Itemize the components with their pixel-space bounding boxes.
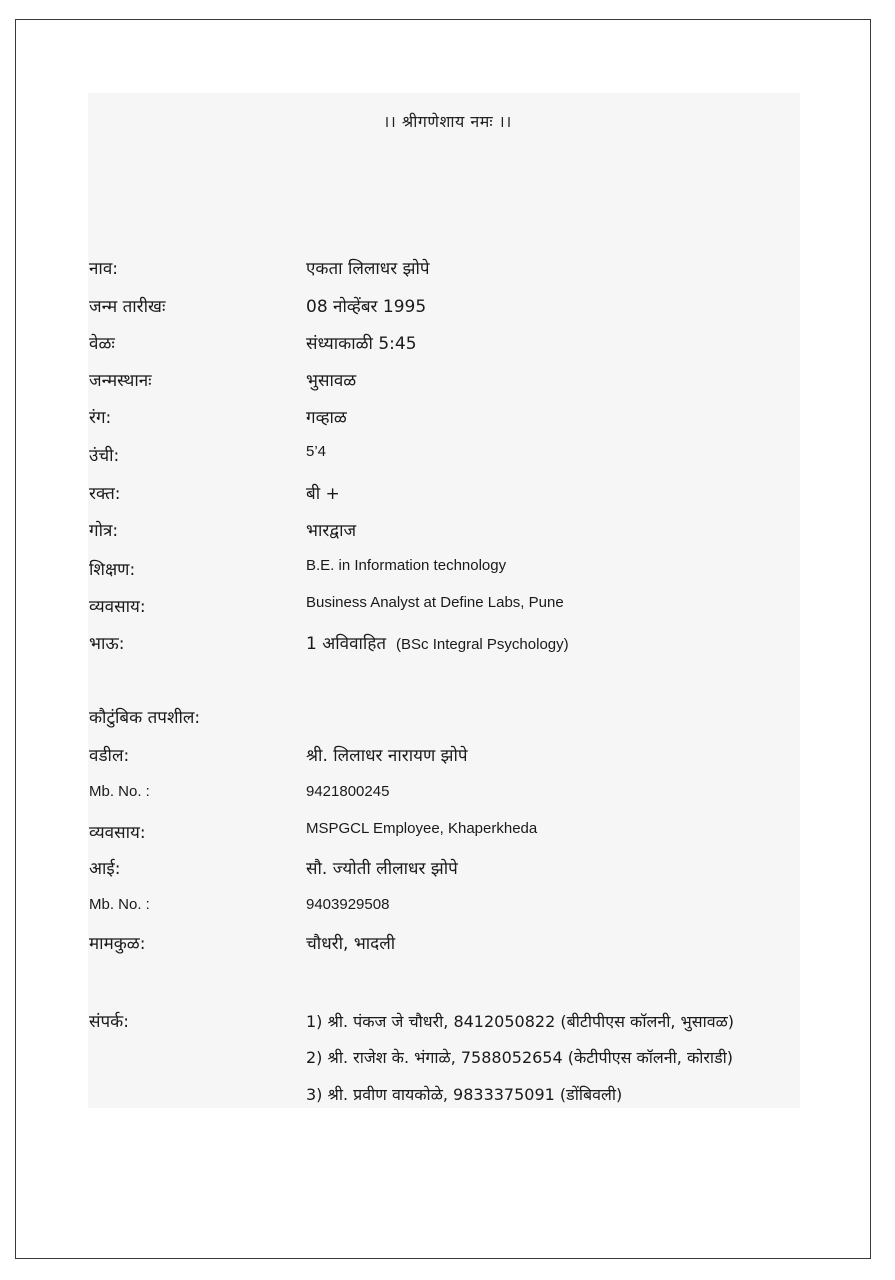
brother-note: (BSc Integral Psychology)	[396, 636, 569, 653]
contact-entry: 3) श्री. प्रवीण वायकोळे, 9833375091 (डोंबिवली)	[306, 1085, 623, 1104]
detail-label: रंग:	[89, 408, 112, 428]
detail-row-complexion	[0, 405, 895, 435]
family-row-father	[0, 743, 895, 773]
detail-row-time	[0, 331, 895, 361]
detail-value: चौधरी, भादली	[306, 934, 396, 954]
detail-row-name	[0, 256, 895, 286]
family-section-heading: कौटुंबिक तपशील:	[89, 708, 201, 728]
detail-row-birthdate	[0, 294, 895, 324]
detail-value: भुसावळ	[306, 371, 357, 391]
detail-value: B.E. in Information technology	[306, 557, 507, 574]
detail-value: 9403929508	[306, 896, 390, 913]
detail-row-birthplace	[0, 368, 895, 398]
detail-value: सौ. ज्योती लीलाधर झोपे	[306, 859, 458, 879]
brother-status: 1 अविवाहित	[306, 634, 387, 654]
detail-label: रक्त:	[89, 484, 121, 504]
detail-row-gotra	[0, 518, 895, 548]
contact-label: संपर्क:	[89, 1012, 129, 1032]
invocation-heading: ।। श्रीगणेशाय नमः ।।	[383, 112, 512, 131]
detail-label: शिक्षण:	[89, 560, 136, 580]
family-row-father-mobile	[0, 783, 895, 813]
detail-row-height	[0, 443, 895, 473]
detail-value: 5’4	[306, 443, 327, 460]
detail-value: 9421800245	[306, 783, 390, 800]
detail-label: जन्म तारीखः	[89, 297, 166, 317]
detail-label: जन्मस्थानः	[89, 371, 152, 391]
detail-row-education	[0, 557, 895, 587]
family-row-mother	[0, 856, 895, 886]
detail-label: व्यवसाय:	[89, 823, 146, 843]
detail-row-brother	[0, 631, 895, 661]
detail-label: व्यवसाय:	[89, 597, 146, 617]
detail-row-occupation	[0, 594, 895, 624]
contact-entry: 1) श्री. पंकज जे चौधरी, 8412050822 (बीटीपीएस कॉलनी, भुसावळ)	[306, 1012, 735, 1031]
family-row-mother-mobile	[0, 896, 895, 926]
detail-value: Business Analyst at Define Labs, Pune	[306, 594, 564, 611]
detail-value: भारद्वाज	[306, 521, 357, 541]
detail-value: MSPGCL Employee, Khaperkheda	[306, 820, 538, 837]
contact-entry: 2) श्री. राजेश के. भंगाळे, 7588052654 (केटीपीएस कॉलनी, कोराडी)	[306, 1048, 734, 1067]
detail-value: एकता लिलाधर झोपे	[306, 259, 430, 279]
family-row-maternal-clan	[0, 931, 895, 961]
detail-label: Mb. No. :	[89, 783, 150, 800]
detail-label: भाऊ:	[89, 634, 125, 654]
detail-label: मामकुळ:	[89, 934, 146, 954]
detail-value: बी +	[306, 484, 340, 504]
detail-label: वडील:	[89, 746, 130, 766]
detail-value: 08 नोव्हेंबर 1995	[306, 297, 427, 317]
family-row-father-occupation	[0, 820, 895, 850]
detail-value	[306, 631, 569, 654]
detail-value: गव्हाळ	[306, 408, 347, 428]
detail-value: श्री. लिलाधर नारायण झोपे	[306, 746, 468, 766]
detail-label: गोत्र:	[89, 521, 119, 541]
detail-label: वेळः	[89, 334, 115, 354]
detail-row-blood	[0, 481, 895, 511]
detail-label: आई:	[89, 859, 121, 879]
detail-label: उंची:	[89, 446, 120, 466]
detail-label: नाव:	[89, 259, 119, 279]
detail-value: संध्याकाळी 5:45	[306, 334, 417, 354]
detail-label: Mb. No. :	[89, 896, 150, 913]
